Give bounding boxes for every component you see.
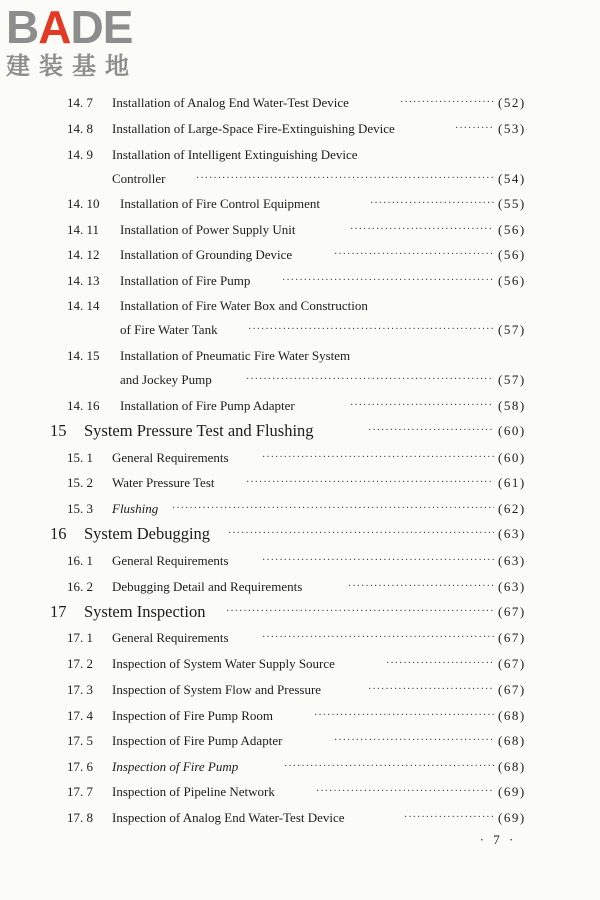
leader-dots bbox=[334, 730, 494, 752]
leader-dots bbox=[284, 756, 494, 778]
section-title: Installation of Fire Pump Adapter bbox=[120, 395, 300, 417]
page-ref: (60) bbox=[498, 447, 536, 469]
toc-entry[interactable] bbox=[0, 244, 600, 266]
leader-dots bbox=[368, 679, 494, 701]
section-title: General Requirements bbox=[112, 627, 234, 649]
leader-dots bbox=[262, 550, 494, 572]
toc-entry[interactable] bbox=[0, 679, 600, 701]
page-ref: (57) bbox=[498, 369, 536, 391]
toc-entry[interactable] bbox=[0, 807, 600, 829]
page-ref: (58) bbox=[498, 395, 536, 417]
leader-dots bbox=[348, 576, 494, 598]
page-ref: (68) bbox=[498, 730, 536, 752]
leader-dots bbox=[262, 627, 494, 649]
section-title: Installation of Fire Pump bbox=[120, 270, 255, 292]
section-title: Installation of Large-Space Fire-Extinguishing Device bbox=[112, 118, 400, 140]
leader-dots bbox=[368, 420, 494, 442]
section-title: Installation of Pneumatic Fire Water System bbox=[120, 345, 355, 367]
toc-entry[interactable] bbox=[0, 705, 600, 727]
leader-dots bbox=[334, 244, 494, 266]
leader-dots bbox=[370, 193, 494, 215]
chapter-title: System Inspection bbox=[84, 601, 210, 623]
section-number: 17. 2 bbox=[67, 656, 93, 671]
section-title: Installation of Fire Water Box and Construction bbox=[120, 295, 373, 317]
section-title: and Jockey Pump bbox=[120, 369, 217, 391]
leader-dots bbox=[350, 395, 494, 417]
section-number: 17. 6 bbox=[67, 759, 93, 774]
page-ref: (61) bbox=[498, 472, 536, 494]
chapter-title: System Pressure Test and Flushing bbox=[84, 420, 319, 442]
page-ref: (54) bbox=[498, 168, 536, 190]
page-ref: (63) bbox=[498, 576, 536, 598]
toc-chapter[interactable] bbox=[0, 601, 600, 623]
section-number: 14. 8 bbox=[67, 121, 93, 136]
leader-dots bbox=[262, 447, 494, 469]
toc-entry[interactable] bbox=[0, 219, 600, 241]
section-title: Inspection of System Water Supply Source bbox=[112, 653, 340, 675]
section-number: 15. 1 bbox=[67, 450, 93, 465]
toc-entry[interactable] bbox=[0, 756, 600, 778]
section-title: Installation of Intelligent Extinguishing Device bbox=[112, 144, 363, 166]
toc-entry-continuation[interactable] bbox=[0, 168, 600, 190]
page-ref: (56) bbox=[498, 270, 536, 292]
toc-entry[interactable] bbox=[0, 498, 600, 520]
page-ref: (69) bbox=[498, 781, 536, 803]
section-number: 15. 2 bbox=[67, 475, 93, 490]
page-number: · 7 · bbox=[479, 832, 517, 847]
section-title: General Requirements bbox=[112, 550, 234, 572]
section-number: 17. 8 bbox=[67, 810, 93, 825]
section-title: Inspection of Fire Pump Room bbox=[112, 705, 278, 727]
toc-entry[interactable] bbox=[0, 627, 600, 649]
page-ref: (68) bbox=[498, 756, 536, 778]
page-ref: (67) bbox=[498, 653, 536, 675]
leader-dots bbox=[350, 219, 494, 241]
toc-entry[interactable] bbox=[0, 576, 600, 598]
toc-chapter[interactable] bbox=[0, 420, 600, 442]
logo-wordmark: BADE bbox=[6, 1, 133, 53]
section-number: 17. 7 bbox=[67, 784, 93, 799]
toc-entry[interactable] bbox=[0, 653, 600, 675]
section-title: Installation of Grounding Device bbox=[120, 244, 297, 266]
section-title: Inspection of Fire Pump Adapter bbox=[112, 730, 287, 752]
toc-chapter[interactable] bbox=[0, 523, 600, 545]
chapter-number: 15 bbox=[50, 421, 67, 440]
section-number: 14. 10 bbox=[67, 196, 100, 211]
leader-dots bbox=[455, 118, 494, 140]
section-number: 17. 3 bbox=[67, 682, 93, 697]
bade-logo bbox=[6, 1, 138, 80]
section-number: 14. 16 bbox=[67, 398, 100, 413]
section-number: 14. 9 bbox=[67, 147, 93, 162]
section-title: Inspection of Pipeline Network bbox=[112, 781, 280, 803]
toc-entry[interactable] bbox=[0, 144, 600, 166]
leader-dots bbox=[386, 653, 494, 675]
page-ref: (67) bbox=[498, 627, 536, 649]
leader-dots bbox=[172, 498, 494, 520]
section-title: General Requirements bbox=[112, 447, 234, 469]
section-number: 15. 3 bbox=[67, 501, 93, 516]
section-title: Flushing bbox=[112, 498, 163, 520]
page-ref: (68) bbox=[498, 705, 536, 727]
page-ref: (57) bbox=[498, 319, 536, 341]
page-ref: (53) bbox=[498, 118, 536, 140]
page-ref: (67) bbox=[498, 601, 536, 623]
section-title: Water Pressure Test bbox=[112, 472, 220, 494]
page-ref: (56) bbox=[498, 244, 536, 266]
toc-entry[interactable] bbox=[0, 781, 600, 803]
page-ref: (56) bbox=[498, 219, 536, 241]
chapter-number: 16 bbox=[50, 524, 67, 543]
section-title: Inspection of Analog End Water-Test Device bbox=[112, 807, 350, 829]
section-number: 14. 13 bbox=[67, 273, 100, 288]
chapter-number: 17 bbox=[50, 602, 67, 621]
leader-dots bbox=[404, 807, 494, 829]
toc-entry[interactable] bbox=[0, 395, 600, 417]
leader-dots bbox=[196, 168, 494, 190]
page-ref: (55) bbox=[498, 193, 536, 215]
section-number: 14. 12 bbox=[67, 247, 100, 262]
page-ref: (63) bbox=[498, 550, 536, 572]
toc-entry[interactable] bbox=[0, 550, 600, 572]
leader-dots bbox=[246, 472, 494, 494]
toc-entry[interactable] bbox=[0, 295, 600, 317]
toc-entry-continuation[interactable] bbox=[0, 369, 600, 391]
page-ref: (52) bbox=[498, 92, 536, 114]
page-ref: (60) bbox=[498, 420, 536, 442]
section-title: Inspection of System Flow and Pressure bbox=[112, 679, 326, 701]
leader-dots bbox=[314, 705, 494, 727]
toc-entry[interactable] bbox=[0, 92, 600, 114]
toc-entry[interactable] bbox=[0, 447, 600, 469]
chapter-title: System Debugging bbox=[84, 523, 215, 545]
section-title: Inspection of Fire Pump bbox=[112, 756, 243, 778]
page-ref: (67) bbox=[498, 679, 536, 701]
logo-chinese-text: 建装基地 bbox=[6, 52, 138, 80]
section-number: 17. 5 bbox=[67, 733, 93, 748]
leader-dots bbox=[226, 601, 494, 623]
leader-dots bbox=[228, 523, 494, 545]
section-title: Debugging Detail and Requirements bbox=[112, 576, 307, 598]
section-number: 16. 1 bbox=[67, 553, 93, 568]
section-number: 17. 4 bbox=[67, 708, 93, 723]
leader-dots bbox=[248, 319, 494, 341]
section-title: Installation of Analog End Water-Test Device bbox=[112, 92, 354, 114]
toc-entry[interactable] bbox=[0, 118, 600, 140]
toc-entry[interactable] bbox=[0, 472, 600, 494]
section-title: Controller bbox=[112, 168, 170, 190]
section-title: of Fire Water Tank bbox=[120, 319, 223, 341]
section-number: 14. 14 bbox=[67, 298, 100, 313]
toc-entry[interactable] bbox=[0, 730, 600, 752]
section-title: Installation of Fire Control Equipment bbox=[120, 193, 325, 215]
section-title: Installation of Power Supply Unit bbox=[120, 219, 301, 241]
page-ref: (62) bbox=[498, 498, 536, 520]
toc-entry-continuation[interactable] bbox=[0, 319, 600, 341]
section-number: 16. 2 bbox=[67, 579, 93, 594]
toc-entry[interactable] bbox=[0, 193, 600, 215]
leader-dots bbox=[316, 781, 494, 803]
leader-dots bbox=[246, 369, 494, 391]
page-ref: (63) bbox=[498, 523, 536, 545]
page-ref: (69) bbox=[498, 807, 536, 829]
leader-dots bbox=[282, 270, 494, 292]
section-number: 14. 7 bbox=[67, 95, 93, 110]
section-number: 14. 15 bbox=[67, 348, 100, 363]
toc-entry[interactable] bbox=[0, 270, 600, 292]
leader-dots bbox=[400, 92, 494, 114]
section-number: 17. 1 bbox=[67, 630, 93, 645]
section-number: 14. 11 bbox=[67, 222, 100, 237]
toc-entry[interactable] bbox=[0, 345, 600, 367]
